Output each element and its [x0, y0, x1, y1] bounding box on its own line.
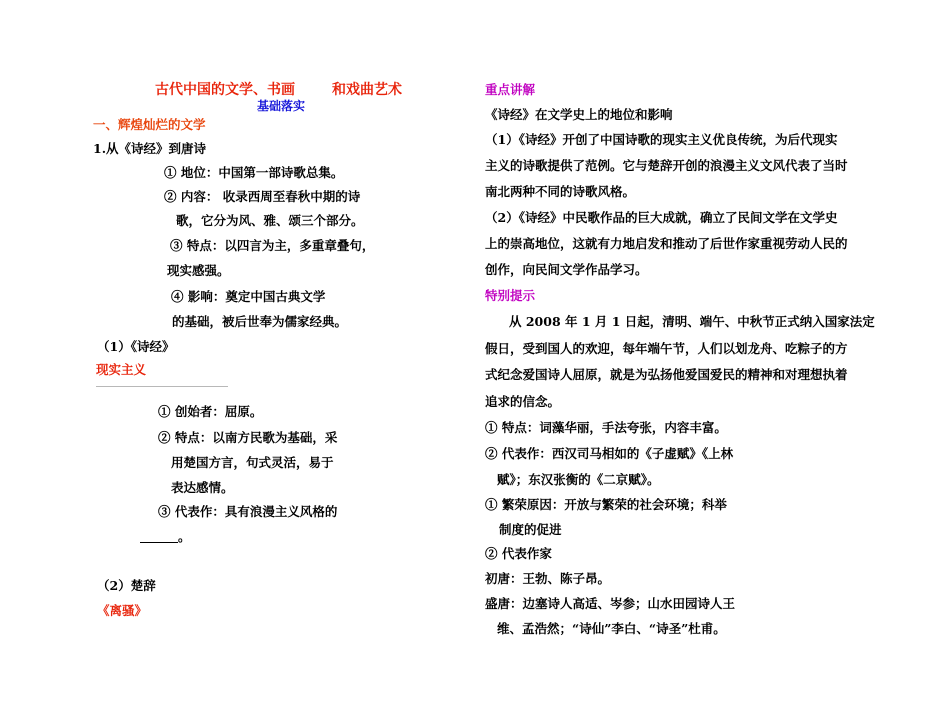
heading-special-tips: 特别提示: [485, 288, 536, 303]
key-point-line-3: 南北两种不同的诗歌风格。: [485, 184, 636, 199]
fill-in-blank: [140, 542, 178, 543]
key-point-line-4: （2）《诗经》中民歌作品的巨大成就，确立了民间文学在文学史: [485, 210, 838, 225]
shijing-feature-2: 现实感强。: [167, 263, 230, 278]
realism-label: 现实主义: [96, 362, 147, 377]
item-shijing-label: （1）《诗经》: [97, 339, 175, 354]
tip-line-2: 假日，受到国人的欢迎，每年端午节，人们以划龙舟、吃粽子的方: [485, 341, 848, 356]
tang-reason-1: ① 繁荣原因：开放与繁荣的社会环境；科举: [485, 497, 727, 512]
heading-key-points: 重点讲解: [485, 82, 536, 97]
shijing-content-1: ② 内容： 收录西周至春秋中期的诗: [164, 189, 361, 204]
lisao-label: 《离骚》: [97, 603, 148, 618]
tip-line-1: 从 2008 年 1 月 1 日起，清明、端午、中秋节正式纳入国家法定: [509, 314, 875, 329]
key-point-line-1: （1）《诗经》开创了中国诗歌的现实主义优良传统，为后代现实: [485, 132, 838, 147]
key-point-line-2: 主义的诗歌提供了范例。它与楚辞开创的浪漫主义文风代表了当时: [485, 158, 848, 173]
item-chuci-label: （2）楚辞: [97, 578, 156, 593]
chuci-feature-1: ② 特点：以南方民歌为基础，采: [158, 430, 338, 445]
shijing-content-2: 歌，它分为风、雅、颂三个部分。: [176, 213, 364, 228]
chuci-feature-2: 用楚国方言，句式灵活，易于: [171, 455, 334, 470]
chuci-founder: ① 创始者：屈原。: [158, 404, 263, 419]
divider: [96, 386, 228, 387]
section-heading-literature: 一、辉煌灿烂的文学: [93, 117, 206, 132]
shijing-feature-1: ③ 特点：以四言为主，多重章叠句，: [170, 238, 375, 253]
fu-works-2: 赋》；东汉张衡的《二京赋》。: [497, 472, 660, 487]
chuci-feature-3: 表达感情。: [171, 480, 234, 495]
tang-early: 初唐：王勃、陈子昂。: [485, 571, 611, 586]
page-title-part2: 和戏曲艺术: [332, 82, 402, 98]
tip-line-4: 追求的信念。: [485, 394, 561, 409]
item-shijing-to-tang: 1.从《诗经》到唐诗: [93, 141, 207, 156]
fu-works-1: ② 代表作：西汉司马相如的《子虚赋》《上林: [485, 446, 734, 461]
tang-reason-2: 制度的促进: [499, 522, 562, 537]
page-title-part1: 古代中国的文学、书画: [155, 82, 295, 98]
tang-high-1: 盛唐：边塞诗人高适、岑参；山水田园诗人王: [485, 596, 736, 611]
shijing-influence-2: 的基础，被后世奉为儒家经典。: [172, 314, 348, 329]
tang-poets-heading: ② 代表作家: [485, 546, 552, 561]
chuci-work: ③ 代表作：具有浪漫主义风格的: [158, 504, 338, 519]
key-point-line-5: 上的崇高地位，这就有力地启发和推动了后世作家重视劳动人民的: [485, 236, 848, 251]
subtitle: 基础落实: [257, 99, 306, 113]
shijing-status: ① 地位：中国第一部诗歌总集。: [164, 165, 344, 180]
key-point-title: 《诗经》在文学史上的地位和影响: [485, 107, 673, 122]
fu-feature: ① 特点：词藻华丽，手法夸张，内容丰富。: [485, 420, 727, 435]
fill-in-blank-end: 。: [178, 529, 191, 544]
key-point-line-6: 创作，向民间文学作品学习。: [485, 262, 648, 277]
tip-line-3: 式纪念爱国诗人屈原，就是为弘扬他爱国爱民的精神和对理想执着: [485, 367, 848, 382]
shijing-influence-1: ④ 影响：奠定中国古典文学: [171, 289, 326, 304]
tang-high-2: 维、孟浩然；“诗仙”李白、“诗圣”杜甫。: [497, 621, 726, 636]
